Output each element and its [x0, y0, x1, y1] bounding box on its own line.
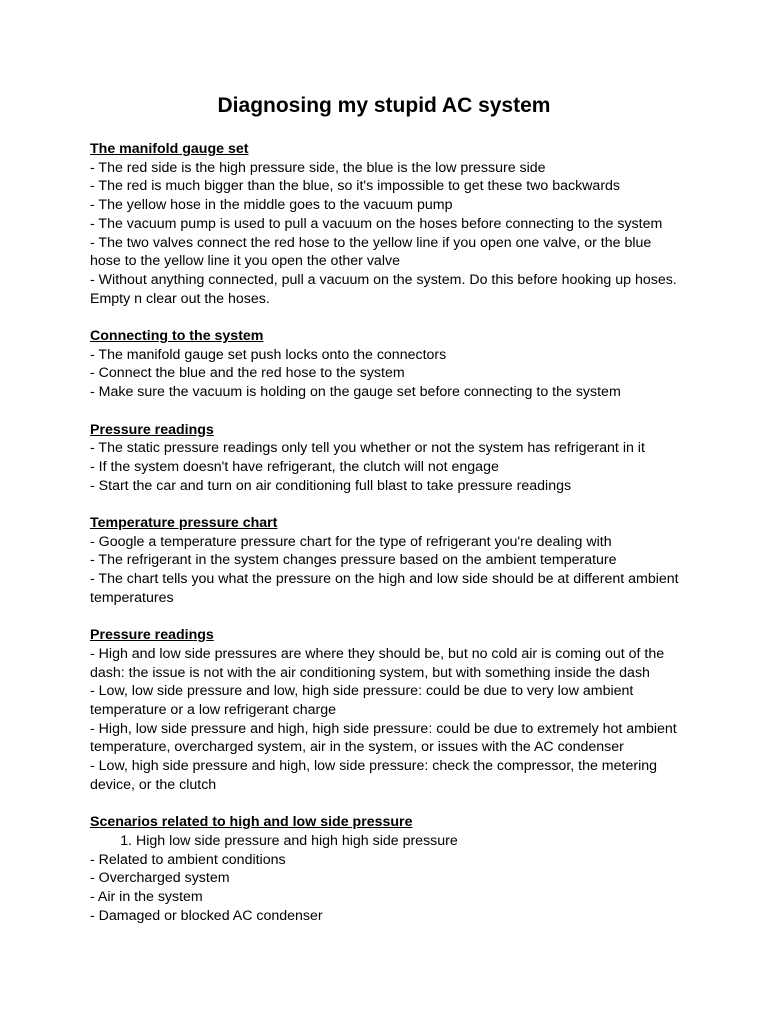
- bullet-line: - High, low side pressure and high, high side pressure: could be due to extremely hot ambient temperature, overcharged system, air in the system, or issues with the AC condenser: [90, 720, 677, 756]
- bullet-line: - The refrigerant in the system changes pressure based on the ambient temperature: [90, 552, 617, 569]
- section-manifold-gauge-set: [90, 140, 680, 308]
- bullet-line: - The static pressure readings only tell you whether or not the system has refrigerant in it: [90, 440, 645, 457]
- bullet-line: - Connect the blue and the red hose to the system: [90, 365, 405, 382]
- bullet-line: - Low, high side pressure and high, low side pressure: check the compressor, the metering device, or the clutch: [90, 758, 658, 793]
- section-pressure-readings-static: [90, 421, 680, 496]
- bullet-line: - If the system doesn't have refrigerant, the clutch will not engage: [90, 458, 499, 475]
- bullet-line: - The yellow hose in the middle goes to the vacuum pump: [90, 197, 453, 214]
- section-pressure-readings-diagnosis: [90, 626, 680, 794]
- document-body: [90, 140, 680, 944]
- bullet-line: - Google a temperature pressure chart for the type of refrigerant you're dealing with: [90, 533, 612, 550]
- numbered-list-item: 1. High low side pressure and high high side pressure: [136, 832, 680, 851]
- bullet-line: - The manifold gauge set push locks onto the connectors: [90, 346, 447, 363]
- document-title: Diagnosing my stupid AC system: [217, 94, 551, 117]
- section-heading: Connecting to the system: [90, 328, 264, 345]
- bullet-line: - Start the car and turn on air conditioning full blast to take pressure readings: [90, 477, 572, 494]
- section-heading: Temperature pressure chart: [90, 515, 278, 532]
- section-temperature-pressure-chart: [90, 514, 680, 608]
- section-heading: The manifold gauge set: [90, 141, 249, 157]
- bullet-line: - The two valves connect the red hose to the yellow line if you open one valve, or the blue hose to the yellow line it you open the other valve: [90, 234, 652, 270]
- bullet-line: - Low, low side pressure and low, high side pressure: could be due to very low ambient temperature or a low refrigerant charge: [90, 683, 634, 719]
- section-heading: Scenarios related to high and low side pressure: [90, 814, 413, 831]
- bullet-line: - Make sure the vacuum is holding on the gauge set before connecting to the system: [90, 384, 621, 401]
- section-heading: Pressure readings: [90, 421, 214, 438]
- bullet-line: - The chart tells you what the pressure on the high and low side should be at different ambient temperatures: [90, 571, 679, 606]
- bullet-line: - Damaged or blocked AC condenser: [90, 907, 323, 924]
- bullet-line: - Related to ambient conditions: [90, 851, 286, 868]
- bullet-line: - Air in the system: [90, 889, 203, 906]
- bullet-line: - Overcharged system: [90, 870, 230, 887]
- bullet-line: - The red is much bigger than the blue, so it's impossible to get these two backwards: [90, 178, 621, 195]
- section-heading: Pressure readings: [90, 627, 214, 644]
- section-connecting-to-system: [90, 327, 680, 402]
- bullet-line: - The vacuum pump is used to pull a vacuum on the hoses before connecting to the system: [90, 215, 663, 232]
- numbered-list: [90, 832, 680, 851]
- bullet-line: - The red side is the high pressure side, the blue is the low pressure side: [90, 159, 546, 176]
- section-scenarios: [90, 813, 680, 925]
- bullet-line: - High and low side pressures are where they should be, but no cold air is coming out of the dash: the issue is not with the air conditioning system, but with something inside the dash: [90, 645, 665, 681]
- bullet-line: - Without anything connected, pull a vacuum on the system. Do this before hooking up hoses. Empty n clear out the hoses.: [90, 271, 677, 307]
